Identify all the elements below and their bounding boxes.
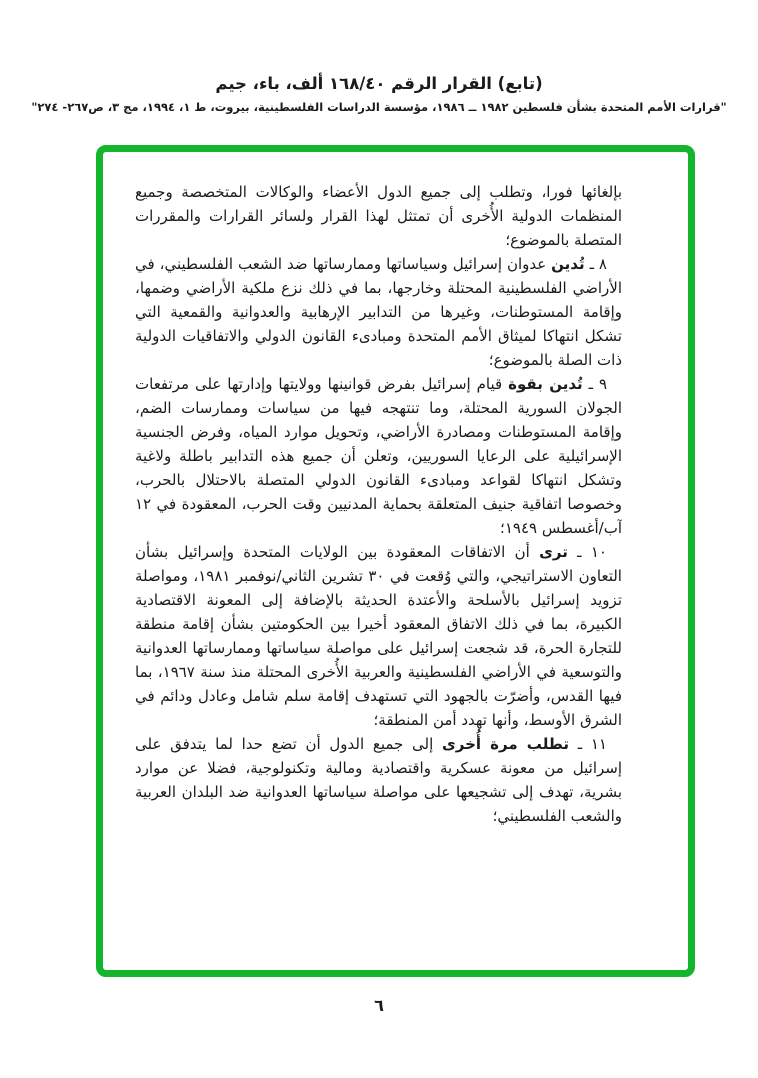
resolution-paragraph (135, 732, 622, 828)
resolution-paragraph (135, 372, 622, 540)
paragraph-text: قيام إسرائيل بفرض قوانينها وولايتها وإدارتها على مرتفعات الجولان السورية المحتلة، وما تنتهجه فيها من سياسات وممارسات الضم، وإقامة المستوطنات ومصادرة الأراضي، وتحويل موارد المياه، وفرض الجنسية الإسرائيلية على الرعايا السوريين، وتعلن أن جميع هذه التدابير باطلة ولاغية وتشكل انتهاكا لقواعد ومبادىء القانون الدولي المتصلة بالاحتلال بالحرب، وخصوصا اتفاقية جنيف المتعلقة بحماية المدنيين وقت الحرب، المعقودة في ١٢ آب/أغسطس ١٩٤٩؛ (135, 375, 622, 537)
resolution-title: (تابع) القرار الرقم ١٦٨/٤٠ ألف، باء، جيم (215, 74, 543, 93)
paragraph-lead: تطلب مرة أُخرى (441, 735, 570, 753)
resolution-paragraph (135, 180, 622, 252)
page-footer (0, 996, 758, 1015)
paragraph-text: بإلغائها فورا، وتطلب إلى جميع الدول الأعضاء والوكالات المتخصصة وجميع المنظمات الدولية الأُخرى أن تمتثل لهذا القرار ولسائر القرارات والمقررات المتصلة بالموضوع؛ (135, 183, 622, 249)
paragraph-text: أن الاتفاقات المعقودة بين الولايات المتحدة وإسرائيل بشأن التعاون الاستراتيجي، والتي وُقعت في ٣٠ تشرين الثاني/نوفمبر ١٩٨١، ومواصلة تزويد إسرائيل بالأسلحة والأعتدة الحديثة بالإضافة إلى المعونة الاقتصادية الكبيرة، بما في ذلك الاتفاق المعقود أخيرا بين الحكومتين بشأن إقامة منطقة للتجارة الحرة، قد شجعت إسرائيل على مواصلة سياساتها وممارساتها العدوانية والتوسعية في الأراضي الفلسطينية والعربية الأُخرى المحتلة منذ سنة ١٩٦٧، بما فيها القدس، وأضرّت بالجهود التي تستهدف إقامة سلم شامل وعادل ودائم في الشرق الأوسط، وأنها تهدد أمن المنطقة؛ (135, 543, 622, 729)
paragraph-number: ٨ ـ (584, 255, 607, 273)
paragraph-number: ١٠ ـ (567, 543, 607, 561)
page-header (0, 74, 758, 114)
resolution-paragraph (135, 540, 622, 732)
paragraph-text: عدوان إسرائيل وسياساتها وممارساتها ضد الشعب الفلسطيني، في الأراضي الفلسطينية المحتلة وخارجها، بما في ذلك نزع ملكية الأراضي وضمها، وإقامة المستوطنات، وغيرها من التدابير الإرهابية والعدوانية والقمعية التي تشكل انتهاكا لميثاق الأمم المتحدة ومبادىء القانون الدولي والاتفاقيات الدولية ذات الصلة بالموضوع؛ (135, 255, 622, 369)
resolution-paragraph (135, 252, 622, 372)
paragraph-number: ٩ ـ (582, 375, 607, 393)
source-citation: "قرارات الأمم المتحدة بشأن فلسطين ١٩٨٢ ــ ١٩٨٦، مؤسسة الدراسات الفلسطينية، بيروت، ط ١، ١٩٩٤، مج ٣، ص٢٦٧- ٢٧٤" (31, 100, 727, 114)
page-number: ٦ (374, 996, 384, 1015)
paragraph-lead: ترى (539, 543, 568, 561)
paragraph-number: ١١ ـ (569, 735, 607, 753)
paragraph-lead: تُدين بقوة (508, 375, 583, 393)
paragraph-lead: تُدين (551, 255, 585, 273)
paragraph-text: إلى جميع الدول أن تضع حدا لما يتدفق على إسرائيل من معونة عسكرية واقتصادية ومالية وتكنولوجية، فضلا عن موارد بشرية، تهدف إلى تشجيعها على مواصلة سياساتها العدوانية ضد البلدان العربية والشعب الفلسطيني؛ (135, 735, 622, 825)
resolution-body (135, 180, 622, 940)
